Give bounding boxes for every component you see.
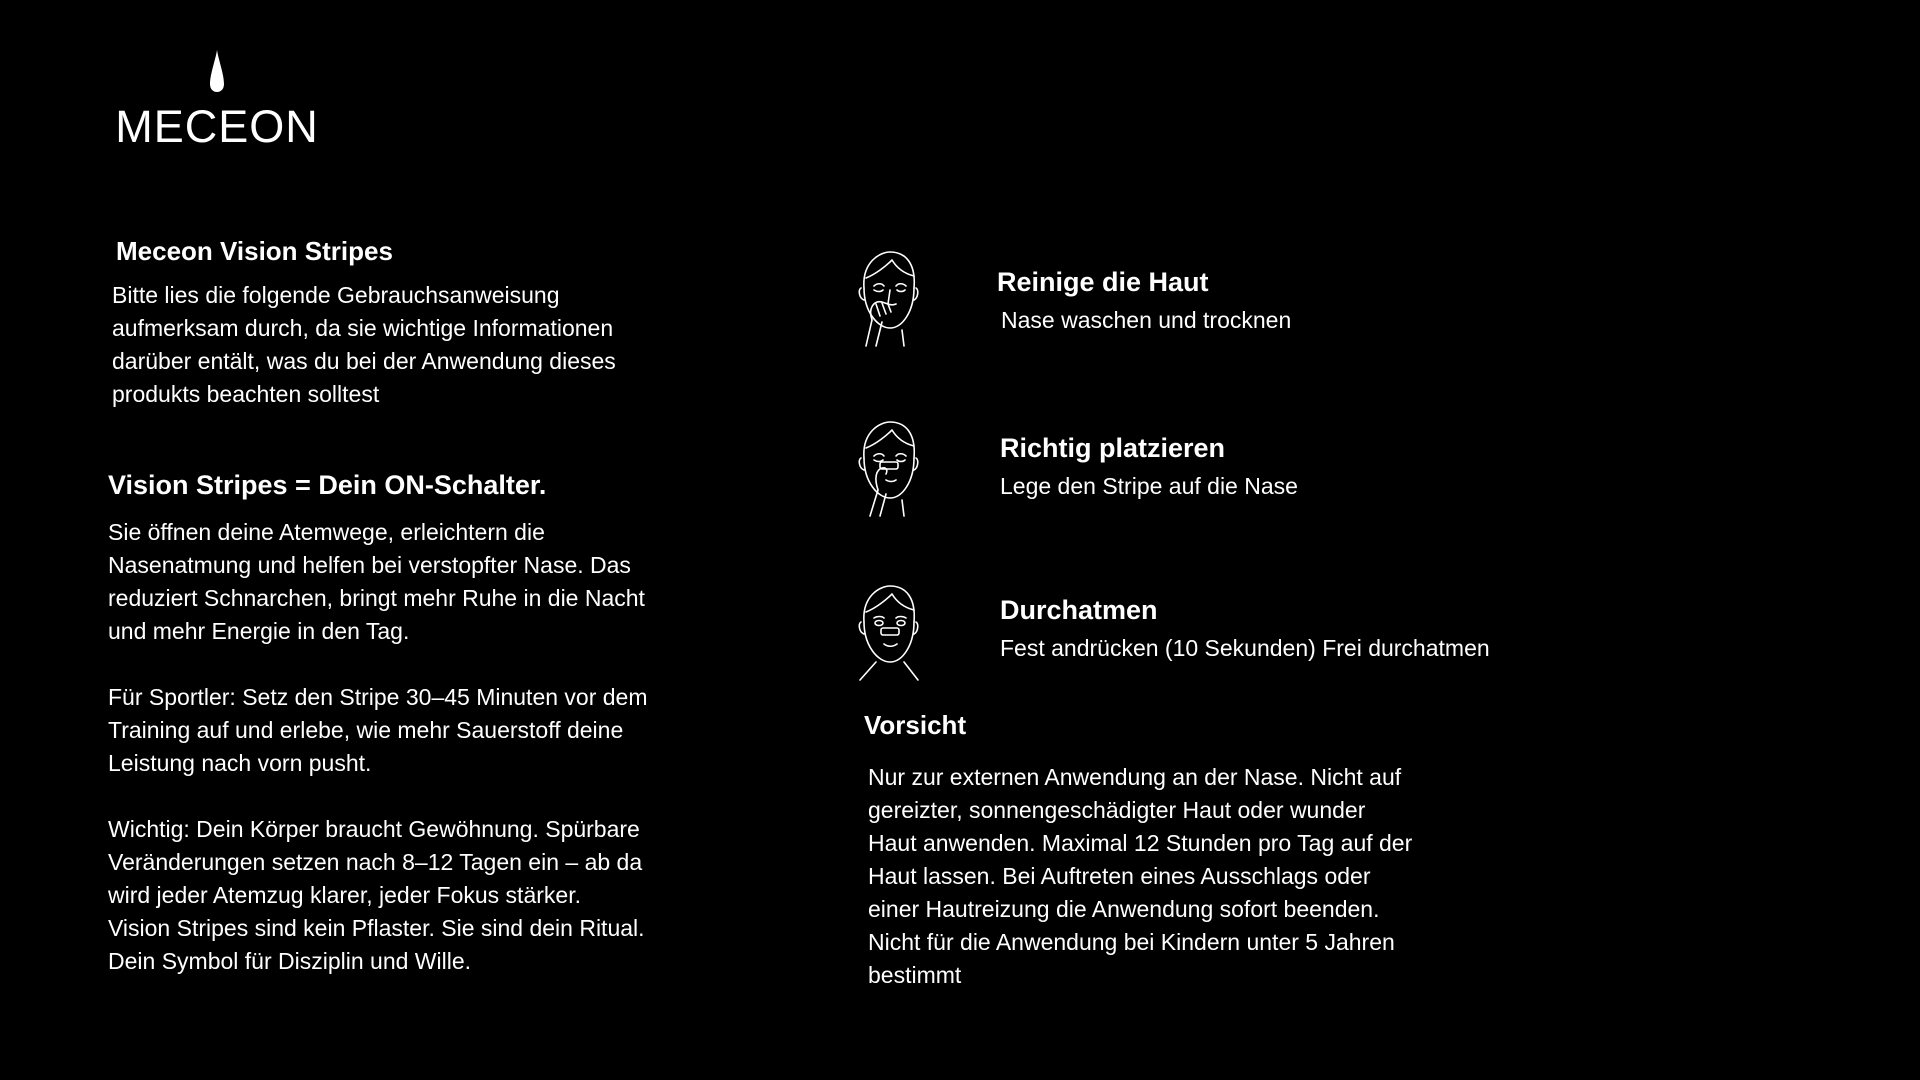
step-1 [997, 265, 1757, 335]
step-1-title: Reinige die Haut [997, 267, 1209, 297]
intro-title: Meceon Vision Stripes [116, 236, 393, 266]
step-1-text: Nase waschen und trocknen [1001, 307, 1292, 333]
about-paragraph-3: Wichtig: Dein Körper braucht Gewöhnung. Spürbare Veränderungen setzen nach 8–12 Tagen ein – ab da wird jeder Atemzug klarer, jeder Fokus stärker. Vision Stripes sind kein Pflaster. Sie sind dein Ritual. Dein Symbol für Disziplin und Wille. [108, 816, 645, 974]
step-3-title: Durchatmen [1000, 595, 1158, 625]
face-breathing-icon [852, 582, 922, 682]
brand-wordmark: MECEON [115, 101, 319, 152]
droplet-icon [210, 50, 224, 92]
intro-text: Bitte lies die folgende Gebrauchsanweisung aufmerksam durch, da sie wichtige Informationen darüber entält, was du bei der Anwendung dieses produkts beachten solltest [112, 282, 616, 407]
face-placing-stripe-icon [852, 418, 922, 518]
about-paragraph-2: Für Sportler: Setz den Stripe 30–45 Minuten vor dem Training auf und erlebe, wie mehr Sauerstoff deine Leistung nach vorn pusht. [108, 684, 648, 776]
caution-text: Nur zur externen Anwendung an der Nase. Nicht auf gereizter, sonnengeschädigter Haut oder wunder Haut anwenden. Maximal 12 Stunden pro Tag auf der Haut lassen. Bei Auftreten eines Ausschlags oder einer Hautreizung die Anwendung sofort beenden. Nicht für die Anwendung bei Kindern unter 5 Jahren bestimmt [868, 764, 1413, 988]
about-title: Vision Stripes = Dein ON-Schalter. [108, 470, 547, 500]
step-3 [1000, 593, 1800, 663]
brand-logo [112, 50, 322, 152]
about-paragraph-1: Sie öffnen deine Atemwege, erleichtern die Nasenatmung und helfen bei verstopfter Nase. Das reduziert Schnarchen, bringt mehr Ruhe in die Nacht und mehr Energie in den Tag. [108, 519, 645, 644]
intro-section [112, 235, 716, 411]
step-3-text: Fest andrücken (10 Sekunden) Frei durchatmen [1000, 635, 1490, 661]
caution-title: Vorsicht [864, 710, 967, 740]
step-2-title: Richtig platzieren [1000, 433, 1226, 463]
step-2 [1000, 431, 1760, 501]
step-2-text: Lege den Stripe auf die Nase [1000, 473, 1298, 499]
about-section [108, 468, 748, 978]
caution-section [864, 709, 1624, 992]
face-cleaning-nose-icon [852, 248, 922, 348]
